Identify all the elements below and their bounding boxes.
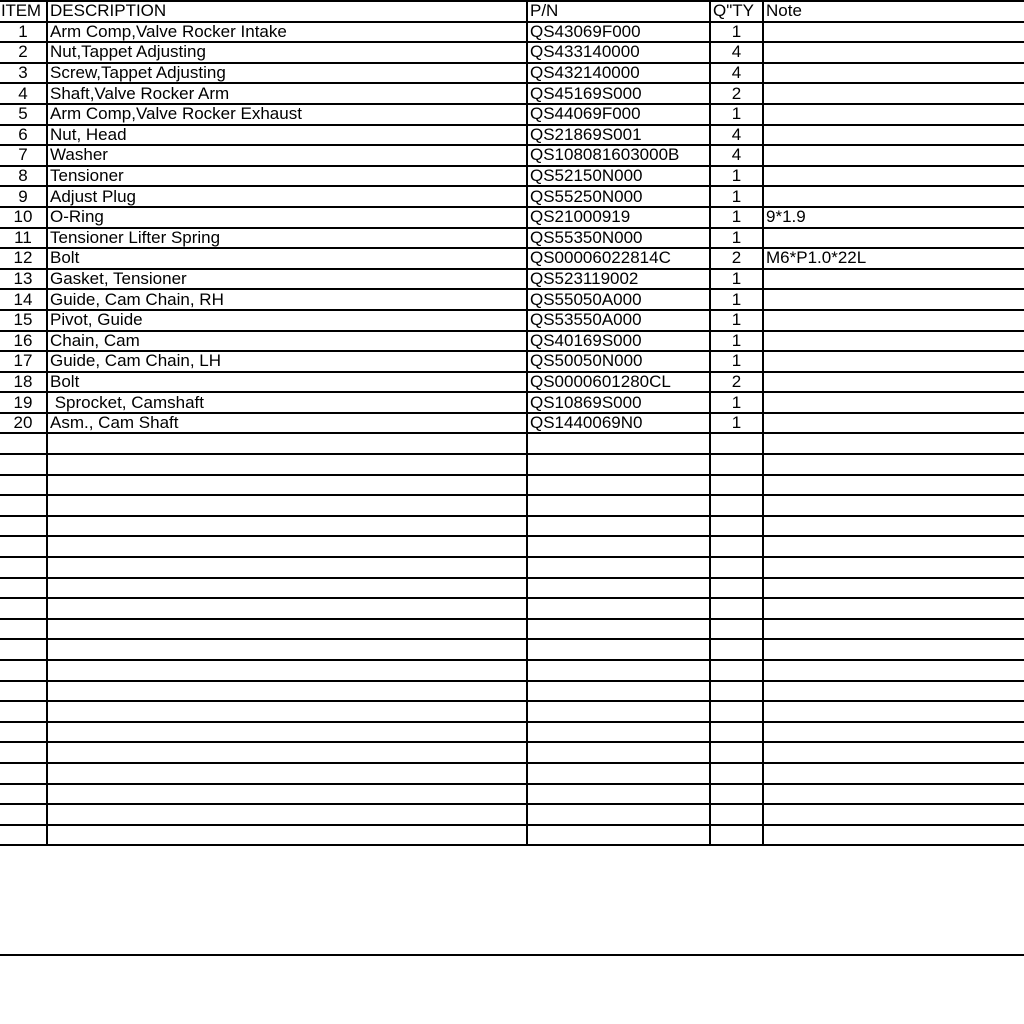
cell-qty: 1 <box>710 289 763 310</box>
cell-qty <box>710 660 763 681</box>
cell-pn: QS432140000 <box>527 63 710 84</box>
cell-pn: QS40169S000 <box>527 331 710 352</box>
cell-qty: 1 <box>710 228 763 249</box>
empty-row <box>0 722 1024 743</box>
cell-qty: 1 <box>710 310 763 331</box>
cell-qty: 2 <box>710 83 763 104</box>
cell-description: Pivot, Guide <box>47 310 527 331</box>
cell-description: Asm., Cam Shaft <box>47 413 527 434</box>
cell-description <box>47 619 527 640</box>
cell-note <box>763 598 1024 619</box>
cell-pn <box>527 557 710 578</box>
empty-row <box>0 639 1024 660</box>
cell-note <box>763 825 1024 846</box>
cell-pn: QS00006022814C <box>527 248 710 269</box>
cell-description: Tensioner Lifter Spring <box>47 228 527 249</box>
cell-pn: QS44069F000 <box>527 104 710 125</box>
cell-qty <box>710 516 763 537</box>
cell-note: M6*P1.0*22L <box>763 248 1024 269</box>
cell-qty <box>710 742 763 763</box>
empty-row <box>0 536 1024 557</box>
table-row <box>0 351 1024 372</box>
cell-note <box>763 104 1024 125</box>
cell-description: O-Ring <box>47 207 527 228</box>
table-row <box>0 145 1024 166</box>
cell-pn <box>527 454 710 475</box>
table-row <box>0 310 1024 331</box>
empty-row <box>0 742 1024 763</box>
cell-note <box>763 475 1024 496</box>
cell-qty <box>710 639 763 660</box>
empty-row <box>0 578 1024 599</box>
cell-note <box>763 722 1024 743</box>
cell-item <box>0 578 47 599</box>
cell-pn <box>527 516 710 537</box>
cell-note <box>763 536 1024 557</box>
cell-note <box>763 166 1024 187</box>
cell-description <box>47 598 527 619</box>
cell-pn: QS21000919 <box>527 207 710 228</box>
table-row <box>0 166 1024 187</box>
table-row <box>0 248 1024 269</box>
cell-qty <box>710 475 763 496</box>
cell-qty <box>710 433 763 454</box>
cell-item: 17 <box>0 351 47 372</box>
cell-qty: 1 <box>710 207 763 228</box>
cell-item <box>0 557 47 578</box>
cell-description: Tensioner <box>47 166 527 187</box>
cell-qty <box>710 536 763 557</box>
cell-pn: QS55250N000 <box>527 186 710 207</box>
cell-pn: QS52150N000 <box>527 166 710 187</box>
cell-item: 6 <box>0 125 47 146</box>
cell-pn <box>527 660 710 681</box>
cell-note <box>763 619 1024 640</box>
cell-description: Bolt <box>47 372 527 393</box>
cell-qty <box>710 784 763 805</box>
cell-qty: 1 <box>710 104 763 125</box>
cell-note <box>763 639 1024 660</box>
cell-qty <box>710 804 763 825</box>
cell-pn: QS53550A000 <box>527 310 710 331</box>
cell-pn: QS55050A000 <box>527 289 710 310</box>
cell-qty <box>710 557 763 578</box>
cell-item: 13 <box>0 269 47 290</box>
cell-note <box>763 701 1024 722</box>
header-pn: P/N <box>527 1 710 22</box>
cell-qty: 1 <box>710 392 763 413</box>
cell-item: 12 <box>0 248 47 269</box>
cell-item <box>0 722 47 743</box>
cell-pn <box>527 825 710 846</box>
empty-row <box>0 516 1024 537</box>
table-row <box>0 228 1024 249</box>
cell-item: 10 <box>0 207 47 228</box>
table-row <box>0 63 1024 84</box>
cell-item <box>0 536 47 557</box>
cell-description: Chain, Cam <box>47 331 527 352</box>
cell-item: 1 <box>0 22 47 43</box>
cell-qty: 1 <box>710 351 763 372</box>
cell-description: Sprocket, Camshaft <box>47 392 527 413</box>
cell-item: 16 <box>0 331 47 352</box>
cell-pn <box>527 433 710 454</box>
cell-note <box>763 763 1024 784</box>
cell-item <box>0 619 47 640</box>
cell-item <box>0 454 47 475</box>
table-row <box>0 269 1024 290</box>
cell-qty <box>710 825 763 846</box>
cell-note <box>763 289 1024 310</box>
empty-row <box>0 557 1024 578</box>
cell-description <box>47 701 527 722</box>
cell-description <box>47 784 527 805</box>
cell-description <box>47 742 527 763</box>
cell-description <box>47 825 527 846</box>
cell-note <box>763 681 1024 702</box>
cell-pn <box>527 639 710 660</box>
empty-row <box>0 660 1024 681</box>
cell-qty <box>710 454 763 475</box>
cell-qty <box>710 681 763 702</box>
cell-note <box>763 557 1024 578</box>
table-row <box>0 207 1024 228</box>
cell-item: 19 <box>0 392 47 413</box>
cell-note <box>763 660 1024 681</box>
cell-item: 2 <box>0 42 47 63</box>
cell-item: 7 <box>0 145 47 166</box>
cell-qty <box>710 619 763 640</box>
cell-note <box>763 186 1024 207</box>
cell-description <box>47 804 527 825</box>
cell-pn: QS0000601280CL <box>527 372 710 393</box>
cell-item <box>0 660 47 681</box>
cell-description: Guide, Cam Chain, LH <box>47 351 527 372</box>
cell-note <box>763 125 1024 146</box>
cell-item: 11 <box>0 228 47 249</box>
cell-description <box>47 557 527 578</box>
cell-pn: QS21869S001 <box>527 125 710 146</box>
empty-row <box>0 825 1024 846</box>
cell-description <box>47 516 527 537</box>
table-row <box>0 83 1024 104</box>
cell-note <box>763 495 1024 516</box>
cell-pn: QS43069F000 <box>527 22 710 43</box>
cell-description <box>47 660 527 681</box>
cell-item: 5 <box>0 104 47 125</box>
cell-description <box>47 536 527 557</box>
cell-description: Screw,Tappet Adjusting <box>47 63 527 84</box>
empty-row <box>0 495 1024 516</box>
cell-pn: QS45169S000 <box>527 83 710 104</box>
table-row <box>0 22 1024 43</box>
cell-item <box>0 825 47 846</box>
cell-item: 20 <box>0 413 47 434</box>
cell-pn: QS1440069N0 <box>527 413 710 434</box>
table-row <box>0 392 1024 413</box>
cell-item <box>0 495 47 516</box>
cell-qty <box>710 722 763 743</box>
cell-note <box>763 454 1024 475</box>
cell-pn: QS55350N000 <box>527 228 710 249</box>
cell-item <box>0 516 47 537</box>
cell-item <box>0 475 47 496</box>
table-row <box>0 331 1024 352</box>
cell-qty <box>710 495 763 516</box>
empty-row <box>0 454 1024 475</box>
cell-qty <box>710 763 763 784</box>
cell-description: Bolt <box>47 248 527 269</box>
cell-description <box>47 433 527 454</box>
cell-note <box>763 310 1024 331</box>
cell-qty: 4 <box>710 63 763 84</box>
cell-note <box>763 83 1024 104</box>
cell-item: 4 <box>0 83 47 104</box>
cell-pn: QS433140000 <box>527 42 710 63</box>
cell-note <box>763 63 1024 84</box>
empty-row <box>0 763 1024 784</box>
cell-note <box>763 804 1024 825</box>
cell-qty: 4 <box>710 42 763 63</box>
cell-description <box>47 475 527 496</box>
cell-qty <box>710 701 763 722</box>
cell-qty: 1 <box>710 413 763 434</box>
cell-pn <box>527 619 710 640</box>
empty-row <box>0 784 1024 805</box>
cell-qty: 1 <box>710 22 763 43</box>
cell-pn <box>527 804 710 825</box>
cell-qty: 1 <box>710 166 763 187</box>
cell-item <box>0 681 47 702</box>
cell-item: 18 <box>0 372 47 393</box>
header-item: ITEM <box>0 1 47 22</box>
cell-pn: QS10869S000 <box>527 392 710 413</box>
cell-description: Nut, Head <box>47 125 527 146</box>
header-qty: Q"TY <box>710 1 763 22</box>
cell-description: Washer <box>47 145 527 166</box>
cell-item <box>0 804 47 825</box>
cell-description <box>47 639 527 660</box>
cell-description <box>47 578 527 599</box>
cell-pn <box>527 742 710 763</box>
header-note: Note <box>763 1 1024 22</box>
cell-note <box>763 42 1024 63</box>
cell-note <box>763 742 1024 763</box>
cell-description <box>47 681 527 702</box>
table-body <box>0 1 1024 845</box>
empty-row <box>0 598 1024 619</box>
cell-pn <box>527 578 710 599</box>
empty-row <box>0 619 1024 640</box>
cell-note <box>763 331 1024 352</box>
cell-qty: 1 <box>710 269 763 290</box>
cell-pn <box>527 784 710 805</box>
cell-item <box>0 742 47 763</box>
cell-item: 3 <box>0 63 47 84</box>
cell-item <box>0 433 47 454</box>
cell-note <box>763 578 1024 599</box>
cell-note <box>763 269 1024 290</box>
cell-qty: 1 <box>710 186 763 207</box>
table-row <box>0 413 1024 434</box>
cell-pn <box>527 495 710 516</box>
cell-item <box>0 639 47 660</box>
cell-note <box>763 351 1024 372</box>
cell-item: 14 <box>0 289 47 310</box>
cell-description <box>47 722 527 743</box>
cell-description: Shaft,Valve Rocker Arm <box>47 83 527 104</box>
cell-note <box>763 372 1024 393</box>
cell-pn <box>527 722 710 743</box>
cell-note <box>763 413 1024 434</box>
cell-note <box>763 392 1024 413</box>
cell-item <box>0 598 47 619</box>
cell-description: Nut,Tappet Adjusting <box>47 42 527 63</box>
cell-description <box>47 495 527 516</box>
empty-row <box>0 701 1024 722</box>
cell-item: 15 <box>0 310 47 331</box>
cell-description: Gasket, Tensioner <box>47 269 527 290</box>
cell-pn <box>527 475 710 496</box>
table-row <box>0 42 1024 63</box>
cell-item <box>0 784 47 805</box>
cell-note <box>763 784 1024 805</box>
empty-row <box>0 475 1024 496</box>
header-row <box>0 1 1024 22</box>
cell-qty <box>710 598 763 619</box>
cell-description <box>47 454 527 475</box>
table-row <box>0 104 1024 125</box>
cell-pn <box>527 681 710 702</box>
cell-description: Adjust Plug <box>47 186 527 207</box>
cell-note <box>763 22 1024 43</box>
cell-qty: 2 <box>710 372 763 393</box>
cell-pn <box>527 701 710 722</box>
cell-item: 8 <box>0 166 47 187</box>
cell-pn <box>527 536 710 557</box>
empty-row <box>0 433 1024 454</box>
cell-pn: QS523119002 <box>527 269 710 290</box>
cell-qty: 1 <box>710 331 763 352</box>
cell-description: Arm Comp,Valve Rocker Intake <box>47 22 527 43</box>
bottom-rule <box>0 954 1024 956</box>
cell-note <box>763 228 1024 249</box>
cell-note: 9*1.9 <box>763 207 1024 228</box>
cell-qty: 4 <box>710 125 763 146</box>
table-row <box>0 289 1024 310</box>
cell-description: Guide, Cam Chain, RH <box>47 289 527 310</box>
cell-item <box>0 763 47 784</box>
cell-qty: 2 <box>710 248 763 269</box>
cell-qty: 4 <box>710 145 763 166</box>
cell-pn: QS108081603000B <box>527 145 710 166</box>
cell-note <box>763 516 1024 537</box>
empty-row <box>0 804 1024 825</box>
cell-pn <box>527 598 710 619</box>
cell-pn: QS50050N000 <box>527 351 710 372</box>
cell-pn <box>527 763 710 784</box>
table-row <box>0 372 1024 393</box>
cell-item: 9 <box>0 186 47 207</box>
table-row <box>0 186 1024 207</box>
table-row <box>0 125 1024 146</box>
cell-qty <box>710 578 763 599</box>
cell-note <box>763 433 1024 454</box>
cell-description: Arm Comp,Valve Rocker Exhaust <box>47 104 527 125</box>
header-description: DESCRIPTION <box>47 1 527 22</box>
empty-row <box>0 681 1024 702</box>
cell-item <box>0 701 47 722</box>
cell-note <box>763 145 1024 166</box>
cell-description <box>47 763 527 784</box>
